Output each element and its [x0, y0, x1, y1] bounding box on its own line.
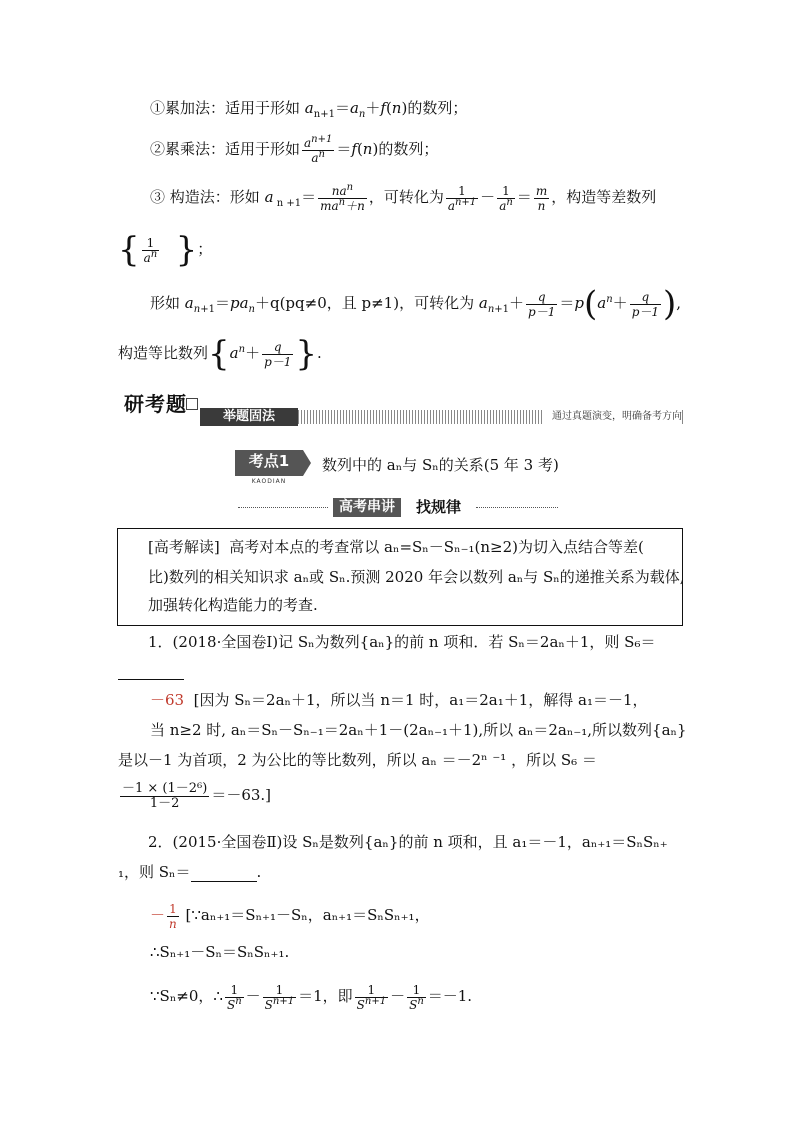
dotted-line-right — [476, 507, 558, 508]
dotted-line-left — [238, 507, 328, 508]
q1-stem: 1．(2018·全国卷Ⅰ)记 Sₙ为数列{aₙ}的前 n 项和．若 Sₙ＝2aₙ＋1，则 S₆＝ — [148, 633, 656, 651]
q1-answer: －63 — [150, 691, 185, 709]
analysis-line-1: [高考解读] 高考对本点的考查常以 aₙ=Sₙ－Sₙ₋₁(n≥2)为切入点结合等差( — [148, 538, 644, 556]
exam-analysis-box — [117, 528, 683, 626]
q1-blank — [118, 660, 184, 680]
q1-solution-2: 当 n≥2 时, aₙ＝Sₙ－Sₙ₋₁＝2aₙ＋1－(2aₙ₋₁＋1),所以 aₙ＝2aₙ₋₁,所以数列{aₙ} — [150, 721, 687, 739]
method-4: 形如 $a_{n+1}=pa_n+q(pq\ne 0$，且 p≠1)，可转化为 $a_{n+1}+$ $\frac{q}{p-1}$ $=p(a^n+$ $\frac{q}{p-1}$ ), — [150, 284, 682, 324]
q2-stem: 2．(2015·全国卷Ⅱ)设 Sₙ是数列{aₙ}的前 n 项和，且 a₁＝－1，aₙ₊₁＝SₙSₙ₊ — [148, 833, 668, 851]
banner-subtitle: 举题固法 — [200, 408, 298, 426]
method-2: ②累乘法：适用于形如 $\frac{a^{n+1}}{a^n}$ ＝f(n)的数列； — [150, 133, 439, 165]
section-banner — [122, 388, 682, 428]
gaokao-bar — [238, 498, 558, 518]
q1-solution-1: －63 [因为 Sₙ＝2aₙ＋1，所以当 n＝1 时，a₁＝2a₁＋1，解得 a₁＝－1， — [150, 691, 648, 709]
analysis-line-2: 比)数列的相关知识求 aₙ或 Sₙ.预测 2020 年会以数列 aₙ与 Sₙ的递推关系为载体, — [148, 568, 685, 586]
q2-solution-1: － $\frac{1}{n}$ [∵aₙ₊₁＝Sₙ₊₁－Sₙ，aₙ₊₁＝SₙSₙ₊₁， — [150, 901, 430, 931]
banner-tagline: 通过真题演变，明确备考方向 — [544, 410, 682, 424]
q2-stem-cont: ₁，则 Sₙ＝ . — [118, 863, 262, 881]
gaokao-text: 找规律 — [416, 498, 462, 516]
kaodian-badge: 考点1 KAODIAN — [235, 450, 303, 476]
kaodian-title: 数列中的 aₙ与 Sₙ的关系(5 年 3 考) — [322, 456, 559, 474]
banner-decoration — [186, 398, 198, 410]
q2-solution-3: ∵Sₙ≠0，∴ $\frac{1}{S^n}$ － $\frac{1}{S^{n+1}}$ ＝1，即 $\frac{1}{S^{n+1}}$ － $\frac{1}{S^n}$ ＝－1. — [150, 982, 473, 1012]
method-3: ③ 构造法：形如 a $_{n +1}$＝ $na^n$ $ma^n+n$ ，可转化为 $\frac{1}{a^{n+1}}$ － $\frac{1}{a^n}$ ＝ $\frac{m}{n}$ ，构造等差数列 — [150, 181, 657, 213]
q1-solution-3: 是以－1 为首项，2 为公比的等比数列，所以 aₙ ＝－2ⁿ ⁻¹ ，所以 S₆ ＝ — [118, 751, 597, 769]
method-5: 构造等比数列{$a^n+$ $\frac{q}{p-1}$ }. — [118, 334, 322, 374]
banner-title: 研考题 — [124, 392, 187, 416]
method-3-cont: { $\frac{1}{a^n}$ }； — [118, 230, 213, 270]
analysis-line-3: 加强转化构造能力的考查. — [148, 596, 318, 614]
kaodian-arrow — [303, 450, 311, 476]
gaokao-label: 高考串讲 — [333, 498, 401, 517]
q2-solution-2: ∴Sₙ₊₁－Sₙ＝SₙSₙ₊₁. — [150, 943, 290, 961]
q2-answer: － $\frac{1}{n}$ — [150, 901, 177, 931]
method-1: ①累加法：适用于形如 $a_{n+1}=a_n+f(n)$的数列； — [150, 99, 468, 120]
q1-solution-4: $\frac{\text{－1 × (1－2⁶)}}{1-2}$ ＝－63.] — [122, 780, 272, 811]
